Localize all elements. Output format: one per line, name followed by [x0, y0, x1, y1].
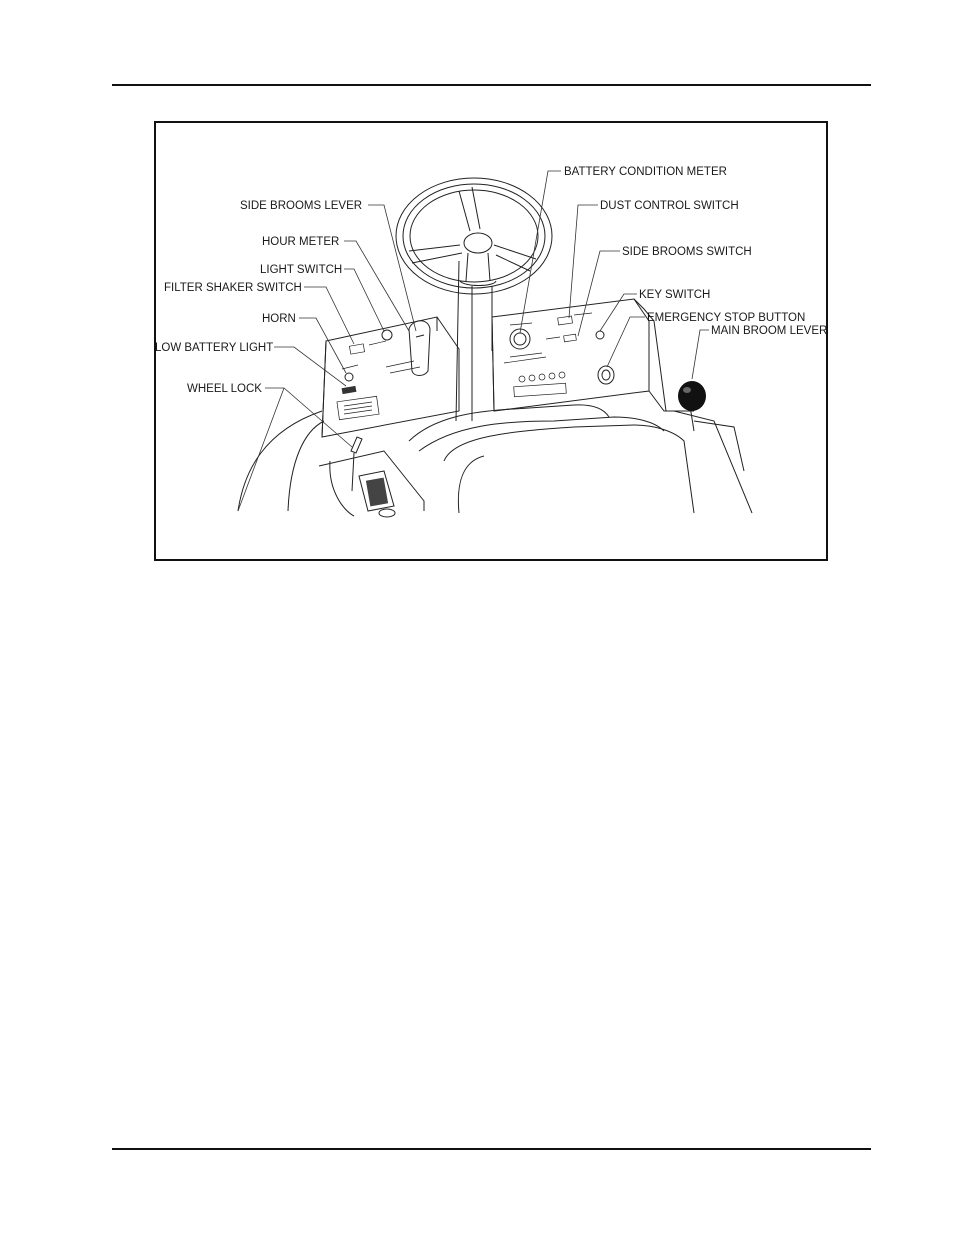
dust-control-switch-label: DUST CONTROL SWITCH	[600, 200, 739, 212]
footer-rule	[112, 1148, 871, 1150]
left-console	[322, 317, 459, 437]
side-brooms-lever-label: SIDE BROOMS LEVER	[240, 200, 363, 212]
main-broom-lever-label: MAIN BROOM LEVER	[711, 325, 828, 337]
key-switch-label: KEY SWITCH	[639, 289, 711, 301]
hour-meter-label: HOUR METER	[262, 236, 340, 248]
steering-wheel	[396, 178, 552, 294]
battery-condition-meter-label: BATTERY CONDITION METER	[564, 166, 727, 178]
machine-illustration	[238, 178, 752, 517]
header-rule	[112, 84, 871, 86]
leader-lines	[238, 171, 709, 511]
low-battery-light-label: LOW BATTERY LIGHT	[155, 342, 274, 354]
emergency-stop-button-label: EMERGENCY STOP BUTTON	[647, 312, 806, 324]
light-switch-label: LIGHT SWITCH	[260, 264, 343, 276]
side-brooms-switch-label: SIDE BROOMS SWITCH	[622, 246, 752, 258]
right-console	[492, 299, 654, 411]
filter-shaker-switch-label: FILTER SHAKER SWITCH	[164, 282, 302, 294]
control-panel-diagram	[154, 121, 828, 561]
horn-label: HORN	[262, 313, 296, 325]
wheel-lock-label: WHEEL LOCK	[187, 383, 262, 395]
